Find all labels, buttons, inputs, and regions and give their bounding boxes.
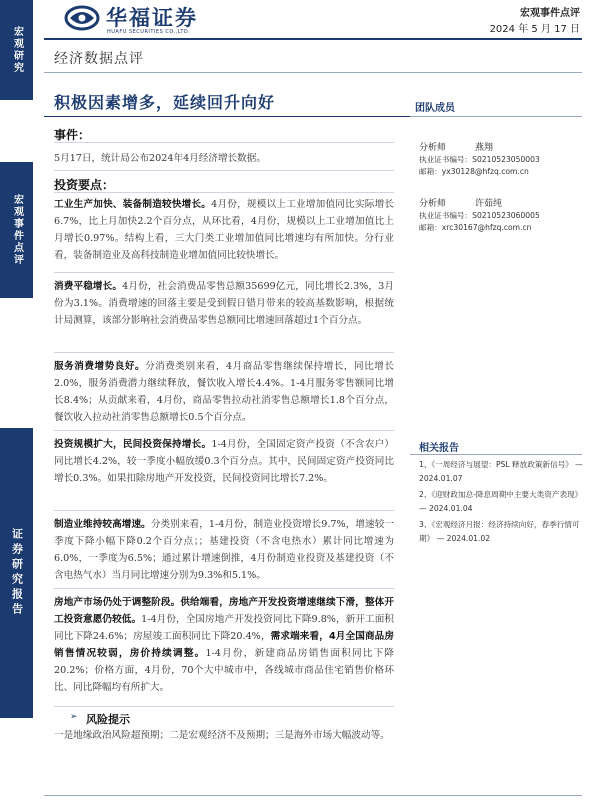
- key-point-industry: [54, 196, 394, 264]
- email-label: 邮箱：: [419, 167, 442, 176]
- divider: [54, 706, 394, 707]
- key-point-services: [54, 358, 394, 426]
- key-point-lead: 消费平稳增长。: [54, 281, 123, 292]
- analyst-card: [419, 142, 579, 178]
- analyst-name: 许茹纯: [475, 199, 503, 209]
- key-points-label: 投资要点：: [54, 178, 115, 192]
- cert-label: 执业证书编号：: [419, 155, 473, 164]
- key-point-body: 4月份，社会消费品零售总额35699亿元，同比增长2.3%，3月份为3.1%。消费增速的回落主要是受到假日错月带来的较高基数影响，根据统计局测算，该部分影响社会消费品零售总额同比增速回落超过1个百分点。: [54, 281, 394, 326]
- divider: [54, 142, 394, 143]
- cert-label: 执业证书编号：: [419, 211, 473, 220]
- footer-divider: [44, 795, 582, 796]
- key-point-lead: 房地产市场仍处于调整阶段。供给端看，房地产开发投资增速继续下滑，整体开工投资意愿仍较低。: [54, 597, 394, 625]
- related-reports-title: 相关报告: [419, 443, 459, 454]
- email-link[interactable]: yx30128@hfzq.com.cn: [441, 167, 529, 176]
- key-point-body: 4月份，规模以上工业增加值同比实际增长6.7%，比上月加快2.2个百分点，从环比看，4月份，规模以上工业增加值比上月增长0.97%。结构上看，三大门类工业增加值同比增速均有所加快。分行业看，装备制造业及高科技制造业增加值同比较快增长。: [54, 199, 394, 261]
- arrow-bullet-icon: ➢: [70, 712, 78, 722]
- key-point-body: 1-4月份，新建商品房销售面积同比下降20.2%；价格方面，4月份，70个大中城市中，各线城市商品住宅销售价格环比、同比降幅均有所扩大。: [54, 648, 395, 693]
- divider: [54, 170, 394, 171]
- risk-label: 风险提示: [86, 713, 130, 726]
- email-label: 邮箱：: [419, 223, 442, 232]
- risk-text: 一是地缘政治风险超预期；二是宏观经济不及预期；三是海外市场大幅波动等。: [54, 730, 390, 741]
- key-point-lead: 投资规模扩大，民间投资保持增长。: [54, 439, 212, 450]
- brand-logo: [64, 2, 234, 36]
- key-point-real-estate: [54, 594, 394, 696]
- header-divider: [44, 38, 582, 40]
- sidebar-label: 宏观研究: [11, 26, 23, 74]
- key-point-investment: [54, 436, 394, 487]
- left-sidebar: [0, 0, 33, 800]
- related-report-link[interactable]: 1、《一周经济与展望：PSL 释放政策新信号》 — 2024.01.07: [419, 460, 583, 483]
- key-point-body: 1-4月份，全国固定资产投资（不含农户）同比增长4.2%，较一季度小幅放缓0.3个百分点。其中，民间固定资产投资同比增长0.3%。如果扣除房地产开发投资，民间投资同比增长7.2%。: [54, 439, 394, 484]
- analyst-name: 燕翔: [475, 143, 494, 153]
- sidebar-label: 宏观事件点评: [11, 194, 23, 266]
- key-point-manufacturing: [54, 516, 394, 584]
- team-title: 团队成员: [415, 103, 455, 114]
- event-text: 5月17日，统计局公布2024年4月经济增长数据。: [54, 153, 266, 164]
- divider: [410, 454, 582, 455]
- key-point-body: 分类别来看，1-4月份，制造业投资增长9.7%，增速较一季度下降小幅下降0.2个百分点；；基建投资（不含电热水）累计同比增速为6.0%，一季度为6.5%；通过累计增速倒推，4月份制造业投资及基建投资（不含电热气水）当月同比增速分别为9.3%和5.1%。: [54, 519, 395, 581]
- brand-logo-mark-icon: [64, 4, 100, 32]
- divider: [44, 72, 582, 73]
- divider: [410, 116, 582, 117]
- analyst-role: 分析师: [419, 199, 447, 209]
- key-point-lead: 需求端来看，4月全国商品房销售情况较弱，房价持续调整。: [54, 631, 394, 659]
- report-title: 积极因素增多，延续回升向好: [54, 93, 276, 112]
- cert-number: S0210523050003: [472, 155, 540, 164]
- divider: [54, 588, 394, 589]
- related-report-link[interactable]: 2、《迎财政加总-降息周期中主要大类资产表现》 — 2024.01.04: [419, 490, 583, 513]
- divider: [54, 430, 394, 431]
- divider: [54, 510, 394, 511]
- sidebar-block-securities-report: [0, 428, 33, 718]
- brand-name: 华福证券: [106, 5, 198, 30]
- analyst-role: 分析师: [419, 143, 447, 153]
- doc-type: 宏观事件点评: [520, 8, 580, 19]
- key-point-lead: 制造业维持较高增速。: [54, 519, 151, 530]
- sidebar-block-event-review: [0, 162, 33, 298]
- key-point-body: 分消费类别来看，4月商品零售继续保持增长，同比增长2.0%，服务消费潜力继续释放，餐饮收入增长4.4%。1-4月服务零售额同比增长8.4%；从贡献来看，4月份，商品零售拉动社消零售总额增长1.8个百分点，餐饮收入拉动社消零售总额增长0.5个百分点。: [54, 361, 394, 423]
- email-link[interactable]: xrc30167@hfzq.com.cn: [441, 223, 532, 232]
- divider: [54, 192, 394, 193]
- related-report-link[interactable]: 3、《宏观经济月报：经济持续向好，春季行情可期》 — 2024.01.02: [419, 520, 580, 543]
- key-point-body: 1-4月份，全国房地产开发投资同比下降9.8%，新开工面积同比下降24.6%；房屋竣工面积同比下降20.4%，: [54, 614, 394, 642]
- doc-date: 2024 年 5 月 17 日: [489, 24, 580, 35]
- analyst-card: [419, 198, 579, 234]
- event-label: 事件：: [54, 128, 91, 142]
- sidebar-label: 证券研究报告: [10, 528, 24, 618]
- key-point-lead: 工业生产加快、装备制造较快增长。: [54, 199, 212, 210]
- cert-number: S0210523060005: [472, 211, 540, 220]
- divider: [54, 352, 394, 353]
- divider: [54, 272, 394, 273]
- key-point-consumption: [54, 278, 394, 329]
- key-point-lead: 服务消费增势良好。: [54, 361, 146, 372]
- sidebar-block-macro-research: [0, 0, 33, 100]
- report-category: 经济数据点评: [54, 51, 144, 67]
- brand-name-en: HUAFU SECURITIES CO.,LTD.: [107, 29, 191, 35]
